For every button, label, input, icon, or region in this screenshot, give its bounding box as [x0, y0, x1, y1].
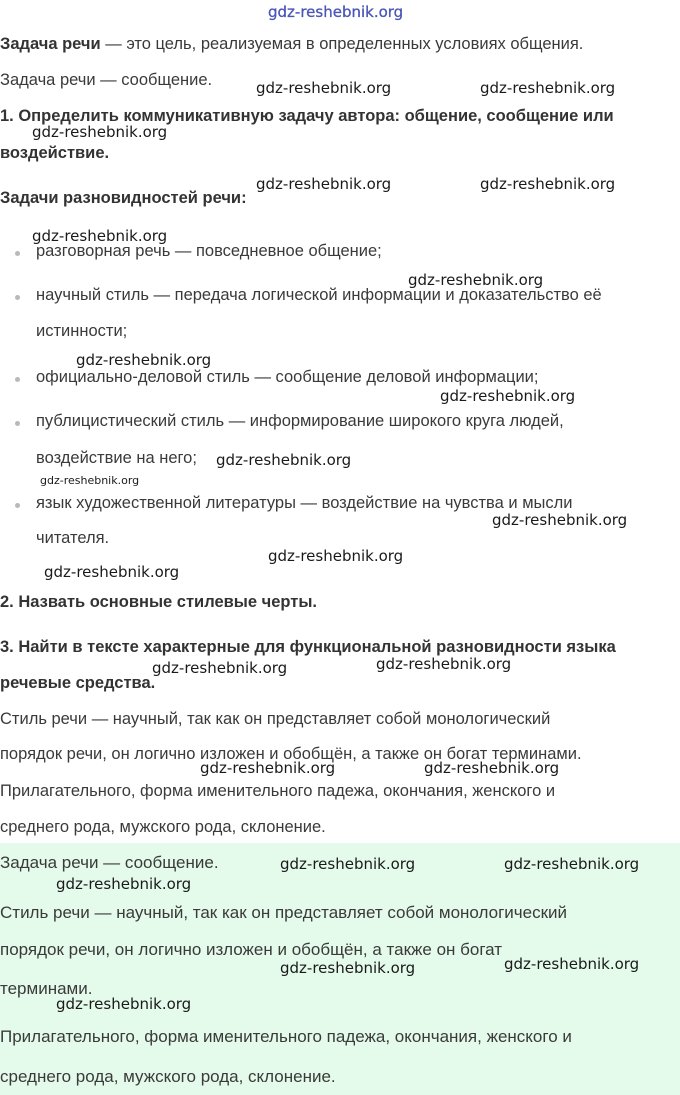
step3-line2: речевые средства.	[0, 674, 156, 692]
watermark-text: gdz-reshebnik.org	[480, 79, 616, 97]
definition-text: — это цель, реализуемая в определенных условиях общения.	[100, 35, 584, 53]
answer-line: порядок речи, он логично изложен и обобщён, а также он богат	[0, 940, 503, 959]
watermark-text: gdz-reshebnik.org	[280, 959, 416, 977]
list-item: разговорная речь — повседневное общение;	[36, 242, 382, 260]
watermark-text: gdz-reshebnik.org	[256, 79, 392, 97]
bullet-dot	[15, 503, 20, 508]
analysis-line: порядок речи, он логично изложен и обобщён, а также он богат терминами.	[0, 745, 582, 763]
bullet-dot	[15, 421, 20, 426]
watermark-text: gdz-reshebnik.org	[268, 547, 404, 565]
watermark-text: gdz-reshebnik.org	[504, 955, 640, 973]
answer-line: Задача речи — сообщение.	[0, 853, 219, 872]
speech-task-line: Задача речи — сообщение.	[0, 71, 213, 89]
answer-line: среднего рода, мужского рода, склонение.	[0, 1067, 336, 1086]
step1-line1: 1. Определить коммуникативную задачу автора: общение, сообщение или	[0, 107, 614, 125]
watermark-text: gdz-reshebnik.org	[56, 875, 192, 893]
watermark-text: gdz-reshebnik.org	[440, 387, 576, 405]
watermark-text: gdz-reshebnik.org	[504, 855, 640, 873]
list-item: научный стиль — передача логической информации и доказательство её	[36, 286, 602, 304]
list-item-continued: воздействие на него;	[36, 449, 197, 467]
definition-term: Задача речи	[0, 35, 101, 53]
varieties-heading: Задачи разновидностей речи:	[0, 189, 247, 207]
answer-line: терминами.	[0, 979, 93, 998]
watermark-text: gdz-reshebnik.org	[40, 474, 140, 487]
watermark-text: gdz-reshebnik.org	[152, 659, 288, 677]
watermark-text: gdz-reshebnik.org	[44, 563, 180, 581]
watermark-text: gdz-reshebnik.org	[200, 759, 336, 777]
watermark-text: gdz-reshebnik.org	[492, 511, 628, 529]
watermark-text: gdz-reshebnik.org	[376, 655, 512, 673]
list-item-continued: истинности;	[36, 322, 128, 340]
watermark-text: gdz-reshebnik.org	[216, 451, 352, 469]
list-item: официально-деловой стиль — сообщение деловой информации;	[36, 368, 539, 386]
answer-line: Стиль речи — научный, так как он представляет собой монологический	[0, 903, 568, 922]
definition-line	[0, 34, 583, 54]
watermark-text: gdz-reshebnik.org	[32, 227, 168, 245]
top-watermark: gdz-reshebnik.org	[268, 3, 404, 21]
step2-line: 2. Назвать основные стилевые черты.	[0, 593, 318, 611]
analysis-line: Стиль речи — научный, так как он представляет собой монологический	[0, 710, 551, 728]
watermark-text: gdz-reshebnik.org	[280, 855, 416, 873]
bullet-dot	[15, 295, 20, 300]
step1-line2: воздействие.	[0, 144, 110, 162]
watermark-text: gdz-reshebnik.org	[32, 123, 168, 141]
bullet-dot	[15, 377, 20, 382]
watermark-text: gdz-reshebnik.org	[424, 759, 560, 777]
watermark-text: gdz-reshebnik.org	[56, 995, 192, 1013]
list-item: публицистический стиль — информирование широкого круга людей,	[36, 412, 564, 430]
list-item-continued: читателя.	[36, 529, 110, 547]
watermark-text: gdz-reshebnik.org	[76, 351, 212, 369]
analysis-line: среднего рода, мужского рода, склонение.	[0, 818, 326, 836]
bullet-dot	[15, 251, 20, 256]
watermark-text: gdz-reshebnik.org	[408, 271, 544, 289]
step3-line1: 3. Найти в тексте характерные для функциональной разновидности языка	[0, 638, 616, 656]
analysis-line: Прилагательного, форма именительного падежа, окончания, женского и	[0, 782, 556, 800]
watermark-text: gdz-reshebnik.org	[480, 175, 616, 193]
watermark-text: gdz-reshebnik.org	[256, 175, 392, 193]
list-item: язык художественной литературы — воздействие на чувства и мысли	[36, 494, 573, 512]
answer-line: Прилагательного, форма именительного падежа, окончания, женского и	[0, 1027, 572, 1046]
